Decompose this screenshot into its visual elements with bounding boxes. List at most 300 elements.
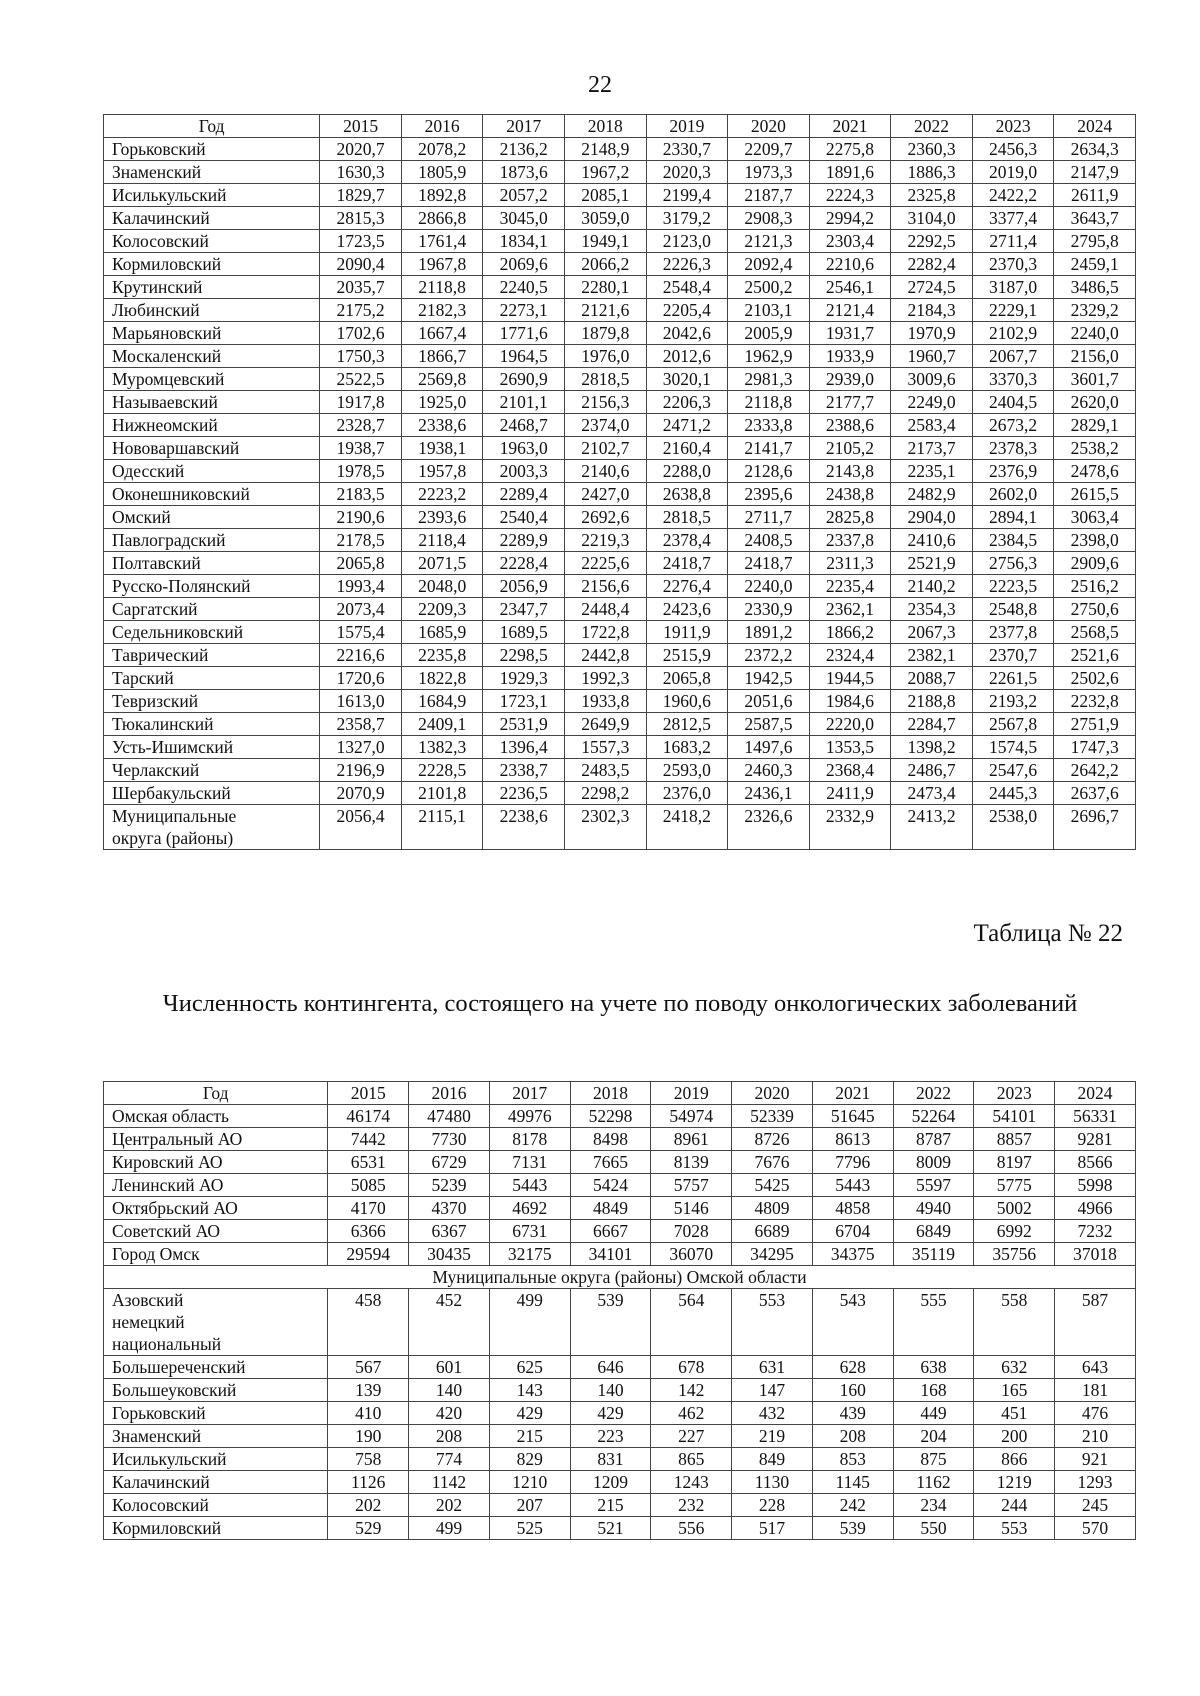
- table-cell: 2615,5: [1054, 483, 1136, 506]
- table-cell: 2756,3: [972, 552, 1054, 575]
- header-cell-year: 2021: [809, 115, 891, 138]
- table-cell: 449: [893, 1402, 974, 1425]
- table-cell: 420: [409, 1402, 490, 1425]
- table-cell: 2273,1: [483, 299, 565, 322]
- header-cell-year: 2018: [570, 1082, 651, 1105]
- table-cell: 2602,0: [972, 483, 1054, 506]
- table-cell: 52298: [570, 1105, 651, 1128]
- table-cell: 2090,4: [320, 253, 402, 276]
- table-row: [104, 529, 1136, 552]
- table-cell: 6366: [328, 1220, 409, 1243]
- table-cell: 4858: [812, 1197, 893, 1220]
- row-label: Называевский: [104, 391, 320, 414]
- table-cell: 2121,6: [565, 299, 647, 322]
- row-label: Нововаршавский: [104, 437, 320, 460]
- table-cell: 3179,2: [646, 207, 728, 230]
- table-cell: 1209: [570, 1471, 651, 1494]
- table-cell: 30435: [409, 1243, 490, 1266]
- table-cell: 2894,1: [972, 506, 1054, 529]
- header-cell-year: 2017: [483, 115, 565, 138]
- table-cell: 142: [651, 1379, 732, 1402]
- table-row: [104, 1174, 1136, 1197]
- table-cell: 1944,5: [809, 667, 891, 690]
- table-cell: 1722,8: [565, 621, 647, 644]
- table-cell: 7796: [812, 1151, 893, 1174]
- header-cell-year: 2015: [320, 115, 402, 138]
- table-cell: 190: [328, 1425, 409, 1448]
- table-cell: 2078,2: [401, 138, 483, 161]
- table-cell: 2329,2: [1054, 299, 1136, 322]
- table-cell: 499: [489, 1289, 570, 1356]
- table-cell: 2583,4: [891, 414, 973, 437]
- table-cell: 4170: [328, 1197, 409, 1220]
- table-cell: 1993,4: [320, 575, 402, 598]
- table-row: [104, 207, 1136, 230]
- table-cell: 2587,5: [728, 713, 810, 736]
- table-cell: 625: [489, 1356, 570, 1379]
- row-label: Саргатский: [104, 598, 320, 621]
- table-cell: 2593,0: [646, 759, 728, 782]
- table-cell: 2939,0: [809, 368, 891, 391]
- table-cell: 242: [812, 1494, 893, 1517]
- header-cell-year: 2020: [728, 115, 810, 138]
- table-cell: 2378,3: [972, 437, 1054, 460]
- table-cell: 2370,3: [972, 253, 1054, 276]
- table-row: [104, 184, 1136, 207]
- table-cell: 539: [570, 1289, 651, 1356]
- table-row: [104, 575, 1136, 598]
- table-cell: 2235,1: [891, 460, 973, 483]
- table-row: [104, 391, 1136, 414]
- table-cell: 5597: [893, 1174, 974, 1197]
- table-cell: 2696,7: [1054, 805, 1136, 850]
- table-cell: 1973,3: [728, 161, 810, 184]
- header-cell-year: 2018: [565, 115, 647, 138]
- table-cell: 54101: [974, 1105, 1055, 1128]
- table-row: [104, 1517, 1136, 1540]
- table-cell: 2101,8: [401, 782, 483, 805]
- table-cell: 2411,9: [809, 782, 891, 805]
- table-row: [104, 1243, 1136, 1266]
- row-label: Омская область: [104, 1105, 328, 1128]
- table-cell: 2378,4: [646, 529, 728, 552]
- table-cell: 1929,3: [483, 667, 565, 690]
- table-cell: 2404,5: [972, 391, 1054, 414]
- table-cell: 1219: [974, 1471, 1055, 1494]
- district-rate-table: [103, 114, 1136, 850]
- table-cell: 1398,2: [891, 736, 973, 759]
- header-cell-year: 2022: [891, 115, 973, 138]
- table-row: [104, 276, 1136, 299]
- table-cell: 462: [651, 1402, 732, 1425]
- table-cell: 2825,8: [809, 506, 891, 529]
- table-cell: 2372,2: [728, 644, 810, 667]
- table-cell: 5085: [328, 1174, 409, 1197]
- row-label: Кормиловский: [104, 1517, 328, 1540]
- table-cell: 2115,1: [401, 805, 483, 850]
- row-label: Одесский: [104, 460, 320, 483]
- table-cell: 8178: [489, 1128, 570, 1151]
- table-cell: 2368,4: [809, 759, 891, 782]
- table-cell: 1970,9: [891, 322, 973, 345]
- table-cell: 7442: [328, 1128, 409, 1151]
- table-cell: 2333,8: [728, 414, 810, 437]
- table-cell: 2471,2: [646, 414, 728, 437]
- table-cell: 1891,2: [728, 621, 810, 644]
- table-cell: 2638,8: [646, 483, 728, 506]
- table-row: [104, 460, 1136, 483]
- table-cell: 1210: [489, 1471, 570, 1494]
- table-row: [104, 805, 1136, 850]
- table-cell: 2347,7: [483, 598, 565, 621]
- table-cell: 2240,0: [728, 575, 810, 598]
- table-cell: 2818,5: [646, 506, 728, 529]
- table-cell: 2818,5: [565, 368, 647, 391]
- table-cell: 2199,4: [646, 184, 728, 207]
- row-label: Крутинский: [104, 276, 320, 299]
- table-cell: 2418,7: [728, 552, 810, 575]
- table-cell: 1382,3: [401, 736, 483, 759]
- table-cell: 2020,7: [320, 138, 402, 161]
- table-cell: 2456,3: [972, 138, 1054, 161]
- table-cell: 2275,8: [809, 138, 891, 161]
- table-cell: 2240,0: [1054, 322, 1136, 345]
- table-cell: 2140,6: [565, 460, 647, 483]
- table-cell: 232: [651, 1494, 732, 1517]
- table-cell: 2611,9: [1054, 184, 1136, 207]
- table-cell: 5002: [974, 1197, 1055, 1220]
- table-cell: 2088,7: [891, 667, 973, 690]
- row-label: Горьковский: [104, 138, 320, 161]
- table-cell: 2904,0: [891, 506, 973, 529]
- row-label: Колосовский: [104, 1494, 328, 1517]
- table-cell: 2067,3: [891, 621, 973, 644]
- table-cell: 3187,0: [972, 276, 1054, 299]
- row-label: Омский: [104, 506, 320, 529]
- table-cell: 2500,2: [728, 276, 810, 299]
- table-cell: 2067,7: [972, 345, 1054, 368]
- table-cell: 2362,1: [809, 598, 891, 621]
- row-label: Исилькульский: [104, 184, 320, 207]
- table-cell: 429: [570, 1402, 651, 1425]
- table-cell: 2092,4: [728, 253, 810, 276]
- table-cell: 46174: [328, 1105, 409, 1128]
- table-cell: 1942,5: [728, 667, 810, 690]
- table-cell: 567: [328, 1356, 409, 1379]
- table-cell: 1957,8: [401, 460, 483, 483]
- row-label: Муромцевский: [104, 368, 320, 391]
- table-cell: 543: [812, 1289, 893, 1356]
- table-row: [104, 736, 1136, 759]
- table-cell: 2330,9: [728, 598, 810, 621]
- table-cell: 2136,2: [483, 138, 565, 161]
- table-cell: 2427,0: [565, 483, 647, 506]
- table-cell: 1771,6: [483, 322, 565, 345]
- table-row: [104, 1289, 1136, 1356]
- table-cell: 5443: [489, 1174, 570, 1197]
- table-cell: 2065,8: [646, 667, 728, 690]
- table-row: [104, 598, 1136, 621]
- table-cell: 849: [732, 1448, 813, 1471]
- table-cell: 51645: [812, 1105, 893, 1128]
- table-cell: 2140,2: [891, 575, 973, 598]
- table-cell: 2302,3: [565, 805, 647, 850]
- row-label: Исилькульский: [104, 1448, 328, 1471]
- table-cell: 1162: [893, 1471, 974, 1494]
- table-cell: 2370,7: [972, 644, 1054, 667]
- table-cell: 1575,4: [320, 621, 402, 644]
- table-cell: 570: [1055, 1517, 1136, 1540]
- table-cell: 8498: [570, 1128, 651, 1151]
- table-cell: 1960,6: [646, 690, 728, 713]
- table-cell: 3009,6: [891, 368, 973, 391]
- row-label: Советский АО: [104, 1220, 328, 1243]
- table-cell: 865: [651, 1448, 732, 1471]
- table-cell: 1630,3: [320, 161, 402, 184]
- table-cell: 2178,5: [320, 529, 402, 552]
- table-cell: 215: [570, 1494, 651, 1517]
- table-cell: 2284,7: [891, 713, 973, 736]
- table-cell: 6992: [974, 1220, 1055, 1243]
- row-label: Кировский АО: [104, 1151, 328, 1174]
- table-row: [104, 690, 1136, 713]
- table-cell: 6667: [570, 1220, 651, 1243]
- table-cell: 525: [489, 1517, 570, 1540]
- table-cell: 1992,3: [565, 667, 647, 690]
- table-cell: 202: [328, 1494, 409, 1517]
- table-cell: 6689: [732, 1220, 813, 1243]
- table-cell: 2184,3: [891, 299, 973, 322]
- table-cell: 1142: [409, 1471, 490, 1494]
- table-cell: 2128,6: [728, 460, 810, 483]
- table-cell: 4809: [732, 1197, 813, 1220]
- table-cell: 2546,1: [809, 276, 891, 299]
- table-cell: 143: [489, 1379, 570, 1402]
- table-cell: 1720,6: [320, 667, 402, 690]
- table-cell: 556: [651, 1517, 732, 1540]
- table-cell: 2521,9: [891, 552, 973, 575]
- table-cell: 2751,9: [1054, 713, 1136, 736]
- row-label: Усть-Ишимский: [104, 736, 320, 759]
- table-cell: 2649,9: [565, 713, 647, 736]
- table-cell: 2311,3: [809, 552, 891, 575]
- table-cell: 2141,7: [728, 437, 810, 460]
- table-cell: 3370,3: [972, 368, 1054, 391]
- table-cell: 2374,0: [565, 414, 647, 437]
- table-cell: 2515,9: [646, 644, 728, 667]
- table-cell: 1293: [1055, 1471, 1136, 1494]
- row-label: Любинский: [104, 299, 320, 322]
- table-cell: 2724,5: [891, 276, 973, 299]
- table-row: [104, 483, 1136, 506]
- table-cell: 35756: [974, 1243, 1055, 1266]
- row-label: Город Омск: [104, 1243, 328, 1266]
- table-cell: 2538,2: [1054, 437, 1136, 460]
- section-row: [104, 1266, 1136, 1289]
- table-cell: 34375: [812, 1243, 893, 1266]
- table-cell: 2209,3: [401, 598, 483, 621]
- table-cell: 866: [974, 1448, 1055, 1471]
- table-cell: 2358,7: [320, 713, 402, 736]
- table-cell: 458: [328, 1289, 409, 1356]
- table-cell: 1892,8: [401, 184, 483, 207]
- table-row: [104, 230, 1136, 253]
- table-cell: 758: [328, 1448, 409, 1471]
- table-cell: 2377,8: [972, 621, 1054, 644]
- table-cell: 432: [732, 1402, 813, 1425]
- table-cell: 2538,0: [972, 805, 1054, 850]
- table-cell: 2354,3: [891, 598, 973, 621]
- table-cell: 2118,8: [401, 276, 483, 299]
- table-cell: 2056,9: [483, 575, 565, 598]
- table-cell: 2219,3: [565, 529, 647, 552]
- table-cell: 1938,7: [320, 437, 402, 460]
- table-cell: 2012,6: [646, 345, 728, 368]
- table-cell: 601: [409, 1356, 490, 1379]
- table-cell: 1866,2: [809, 621, 891, 644]
- table-cell: 2711,4: [972, 230, 1054, 253]
- table-cell: 2418,2: [646, 805, 728, 850]
- table-row: [104, 1105, 1136, 1128]
- table-cell: 2160,4: [646, 437, 728, 460]
- table-cell: 829: [489, 1448, 570, 1471]
- table-cell: 2228,4: [483, 552, 565, 575]
- table-cell: 3104,0: [891, 207, 973, 230]
- table-cell: 550: [893, 1517, 974, 1540]
- table-cell: 2070,9: [320, 782, 402, 805]
- table-cell: 2105,2: [809, 437, 891, 460]
- table-cell: 555: [893, 1289, 974, 1356]
- table-cell: 4370: [409, 1197, 490, 1220]
- table-header: [104, 115, 1136, 138]
- table-cell: 1613,0: [320, 690, 402, 713]
- table-cell: 1574,5: [972, 736, 1054, 759]
- table-cell: 558: [974, 1289, 1055, 1356]
- table-row: [104, 368, 1136, 391]
- table-cell: 2240,5: [483, 276, 565, 299]
- table-row: [104, 552, 1136, 575]
- table-cell: 2332,9: [809, 805, 891, 850]
- table-row: [104, 161, 1136, 184]
- table-cell: 2235,8: [401, 644, 483, 667]
- header-cell-year: 2016: [409, 1082, 490, 1105]
- table-cell: 5775: [974, 1174, 1055, 1197]
- table-cell: 2531,9: [483, 713, 565, 736]
- table-cell: 2547,6: [972, 759, 1054, 782]
- table-cell: 36070: [651, 1243, 732, 1266]
- table-cell: 646: [570, 1356, 651, 1379]
- table-cell: 3059,0: [565, 207, 647, 230]
- row-label: Русско-Полянский: [104, 575, 320, 598]
- table-cell: 2042,6: [646, 322, 728, 345]
- header-cell-year: 2023: [972, 115, 1054, 138]
- table-cell: 774: [409, 1448, 490, 1471]
- row-label: Тарский: [104, 667, 320, 690]
- row-label: Колосовский: [104, 230, 320, 253]
- table-cell: 8009: [893, 1151, 974, 1174]
- table-cell: 2226,3: [646, 253, 728, 276]
- table-cell: 3601,7: [1054, 368, 1136, 391]
- table-cell: 1933,8: [565, 690, 647, 713]
- oncology-contingent-table: [103, 1081, 1136, 1540]
- row-label: Нижнеомский: [104, 414, 320, 437]
- table-cell: 29594: [328, 1243, 409, 1266]
- table-cell: 2187,7: [728, 184, 810, 207]
- table-cell: 521: [570, 1517, 651, 1540]
- table-row: [104, 253, 1136, 276]
- table-cell: 2567,8: [972, 713, 1054, 736]
- table-row: [104, 299, 1136, 322]
- table-cell: 2298,5: [483, 644, 565, 667]
- table-cell: 2066,2: [565, 253, 647, 276]
- row-label: Кормиловский: [104, 253, 320, 276]
- table-cell: 476: [1055, 1402, 1136, 1425]
- table-cell: 2220,0: [809, 713, 891, 736]
- row-label: Павлоградский: [104, 529, 320, 552]
- table-cell: 1933,9: [809, 345, 891, 368]
- row-label: Оконешниковский: [104, 483, 320, 506]
- table-cell: 7028: [651, 1220, 732, 1243]
- table-row: [104, 506, 1136, 529]
- table-cell: 2238,6: [483, 805, 565, 850]
- table-cell: 2812,5: [646, 713, 728, 736]
- table-cell: 1750,3: [320, 345, 402, 368]
- table-cell: 2035,7: [320, 276, 402, 299]
- table-cell: 47480: [409, 1105, 490, 1128]
- table-cell: 4849: [570, 1197, 651, 1220]
- table-cell: 1353,5: [809, 736, 891, 759]
- table-header: [104, 1082, 1136, 1105]
- table-cell: 2228,5: [401, 759, 483, 782]
- table-cell: 2289,9: [483, 529, 565, 552]
- table-cell: 539: [812, 1517, 893, 1540]
- row-label: Ленинский АО: [104, 1174, 328, 1197]
- table-cell: 5443: [812, 1174, 893, 1197]
- table-cell: 219: [732, 1425, 813, 1448]
- section-label: Муниципальные округа (районы) Омской области: [104, 1266, 1136, 1289]
- table-cell: 2209,7: [728, 138, 810, 161]
- table-cell: 204: [893, 1425, 974, 1448]
- table-cell: 2548,8: [972, 598, 1054, 621]
- row-label: Горьковский: [104, 1402, 328, 1425]
- table-cell: 3643,7: [1054, 207, 1136, 230]
- header-cell-year-label: Год: [104, 115, 320, 138]
- row-label: Октябрьский АО: [104, 1197, 328, 1220]
- row-label: Таврический: [104, 644, 320, 667]
- table-row: [104, 667, 1136, 690]
- table-cell: 37018: [1055, 1243, 1136, 1266]
- table-cell: 8197: [974, 1151, 1055, 1174]
- table-cell: 2418,7: [646, 552, 728, 575]
- table-cell: 147: [732, 1379, 813, 1402]
- table-cell: 2642,2: [1054, 759, 1136, 782]
- table-cell: 2398,0: [1054, 529, 1136, 552]
- table-cell: 49976: [489, 1105, 570, 1128]
- header-cell-year: 2022: [893, 1082, 974, 1105]
- table-cell: 1805,9: [401, 161, 483, 184]
- header-cell-year-label: Год: [104, 1082, 328, 1105]
- table-cell: 2540,4: [483, 506, 565, 529]
- table-row: [104, 1356, 1136, 1379]
- table-cell: 208: [409, 1425, 490, 1448]
- table-cell: 1130: [732, 1471, 813, 1494]
- table-cell: 7676: [732, 1151, 813, 1174]
- table-cell: 140: [409, 1379, 490, 1402]
- table-cell: 139: [328, 1379, 409, 1402]
- row-label: Муниципальные округа (районы): [104, 805, 320, 850]
- table-cell: 32175: [489, 1243, 570, 1266]
- table-cell: 35119: [893, 1243, 974, 1266]
